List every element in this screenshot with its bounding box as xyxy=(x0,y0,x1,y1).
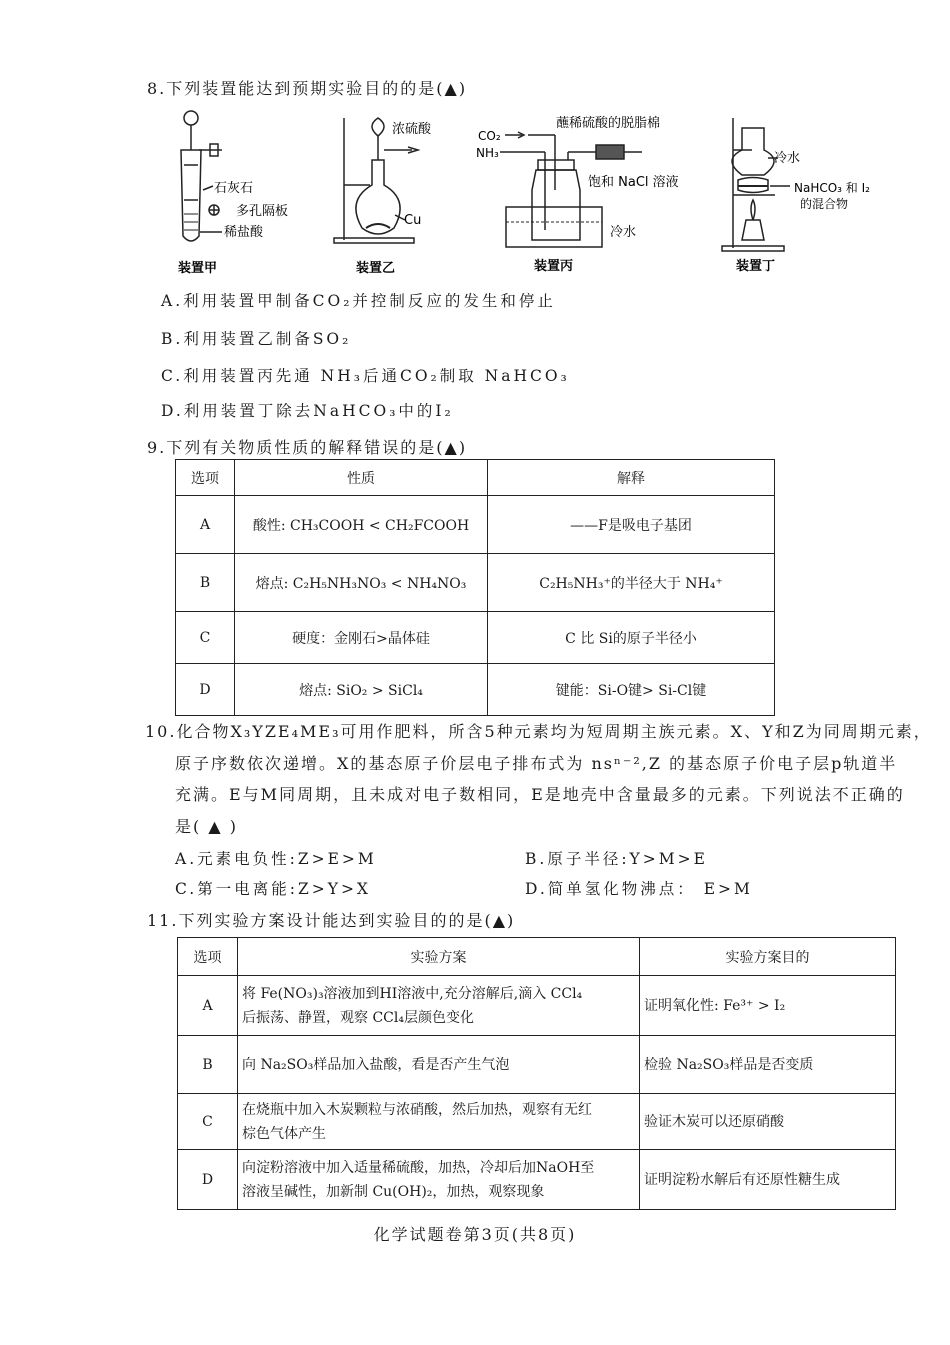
table-row xyxy=(176,554,775,612)
q8-option-b: B.利用装置乙制备SO₂ xyxy=(161,330,352,348)
q9-cell-option: D xyxy=(176,664,235,716)
q11-stem: 11.下列实验方案设计能达到实验目的的是(▲) xyxy=(147,911,516,930)
q10-line-4: 是( ▲ ) xyxy=(175,817,238,836)
q11-header-option: 选项 xyxy=(178,938,238,976)
bing-caption: 装置丙 xyxy=(534,259,574,274)
q9-header-option: 选项 xyxy=(176,460,235,496)
q8-option-c: C.利用装置丙先通 NH₃后通CO₂制取 NaHCO₃ xyxy=(161,367,570,385)
q11-plan-line: 向淀粉溶液中加入适量稀硫酸，加热，冷却后加NaOH至 xyxy=(242,1159,595,1176)
q9-stem: 9.下列有关物质性质的解释错误的是(▲) xyxy=(147,438,468,457)
q8-option-a: A.利用装置甲制备CO₂并控制反应的发生和停止 xyxy=(161,292,556,310)
page-footer: 化学试题卷第3页(共8页) xyxy=(373,1225,577,1244)
apparatus-ding xyxy=(722,118,790,251)
q11-plan-line: 在烧瓶中加入木炭颗粒与浓硝酸，然后加热，观察有无红 xyxy=(242,1101,592,1118)
q10-option-c: C.第一电离能:Z>Y>X xyxy=(175,880,371,898)
q10-option-a: A.元素电负性:Z>E>M xyxy=(175,850,377,868)
q11-header-goal: 实验方案目的 xyxy=(640,938,896,976)
q11-cell-option: D xyxy=(178,1150,238,1210)
q9-cell-explanation: 键能：Si-O键> Si-Cl键 xyxy=(488,664,775,716)
bing-label-water: 冷水 xyxy=(610,225,637,240)
q9-cell-option: C xyxy=(176,612,235,664)
bing-label-nh3: NH₃ xyxy=(476,146,499,160)
q8-stem: 8.下列装置能达到预期实验目的的是(▲) xyxy=(147,79,468,98)
table-row xyxy=(178,1036,896,1094)
q11-cell-option: C xyxy=(178,1094,238,1150)
table-row xyxy=(178,976,896,1036)
q11-cell-goal: 证明氧化性: Fe³⁺ > I₂ xyxy=(640,976,896,1036)
yi-caption: 装置乙 xyxy=(356,261,396,276)
q11-plan-line: 溶液呈碱性，加新制 Cu(OH)₂，加热，观察现象 xyxy=(242,1183,545,1200)
q9-cell-property: 熔点: C₂H₅NH₃NO₃ < NH₄NO₃ xyxy=(235,554,488,612)
q9-cell-option: A xyxy=(176,496,235,554)
q11-cell-plan xyxy=(238,1150,640,1210)
q8-option-d: D.利用装置丁除去NaHCO₃中的I₂ xyxy=(161,402,454,420)
q9-header-property: 性质 xyxy=(235,460,488,496)
q10-line-3: 充满。E与M同周期，且未成对电子数相同，E是地壳中含量最多的元素。下列说法不正确的 xyxy=(175,785,905,804)
jia-label-2: 多孔隔板 xyxy=(236,204,289,219)
table-row xyxy=(176,612,775,664)
q9-cell-property: 酸性: CH₃COOH < CH₂FCOOH xyxy=(235,496,488,554)
bing-label-nacl: 饱和 NaCl 溶液 xyxy=(588,175,679,190)
ding-label-mixture-1: NaHCO₃ 和 I₂ xyxy=(794,181,870,195)
ding-caption: 装置丁 xyxy=(736,259,776,274)
q9-cell-explanation: C 比 Si的原子半径小 xyxy=(488,612,775,664)
q11-cell-option: A xyxy=(178,976,238,1036)
q10-option-d: D.简单氢化物沸点： E>M xyxy=(525,880,753,898)
q11-cell-plan xyxy=(238,1036,640,1094)
q11-cell-goal: 验证木炭可以还原硝酸 xyxy=(640,1094,896,1150)
ding-label-water: 冷水 xyxy=(774,151,801,166)
jia-caption: 装置甲 xyxy=(178,261,218,276)
table-row xyxy=(178,1094,896,1150)
table-row xyxy=(176,496,775,554)
q11-cell-goal: 检验 Na₂SO₃样品是否变质 xyxy=(640,1036,896,1094)
table-row xyxy=(176,664,775,716)
q10-line-2: 原子序数依次递增。X的基态原子价层电子排布式为 nsⁿ⁻²,Z 的基态原子价电子层p轨道半 xyxy=(175,754,898,773)
q11-table xyxy=(177,937,896,1210)
q9-cell-option: B xyxy=(176,554,235,612)
q10-line-1: 10.化合物X₃YZE₄ME₃可用作肥料，所含5种元素均为短周期主族元素。X、Y和Z为同周期元素， xyxy=(145,722,932,741)
q8-apparatus-figure xyxy=(0,105,950,285)
bing-label-co2: CO₂ xyxy=(478,129,501,143)
yi-label-1: 浓硫酸 xyxy=(392,122,432,137)
q9-header-explanation: 解释 xyxy=(488,460,775,496)
apparatus-jia xyxy=(181,111,222,241)
q11-plan-line: 将 Fe(NO₃)₃溶液加到HI溶液中,充分溶解后,滴入 CCl₄ xyxy=(242,985,583,1002)
q10-option-b: B.原子半径:Y>M>E xyxy=(525,850,708,868)
q11-plan-line: 后振荡、静置，观察 CCl₄层颜色变化 xyxy=(242,1009,474,1026)
q11-plan-line: 向 Na₂SO₃样品加入盐酸，看是否产生气泡 xyxy=(242,1056,510,1073)
q11-header-plan: 实验方案 xyxy=(238,938,640,976)
q11-cell-option: B xyxy=(178,1036,238,1094)
q9-cell-explanation: ——F是吸电子基团 xyxy=(488,496,775,554)
q9-cell-property: 熔点: SiO₂ > SiCl₄ xyxy=(235,664,488,716)
q9-table xyxy=(175,459,775,716)
ding-label-mixture-2: 的混合物 xyxy=(800,197,849,211)
q11-header-row xyxy=(178,938,896,976)
q11-plan-line: 棕色气体产生 xyxy=(242,1125,326,1142)
yi-label-2: Cu xyxy=(404,213,422,228)
q11-cell-goal: 证明淀粉水解后有还原性糖生成 xyxy=(640,1150,896,1210)
table-row xyxy=(178,1150,896,1210)
q9-cell-property: 硬度：金刚石>晶体硅 xyxy=(235,612,488,664)
q11-cell-plan xyxy=(238,976,640,1036)
q9-header-row xyxy=(176,460,775,496)
bing-label-cotton: 蘸稀硫酸的脱脂棉 xyxy=(556,116,661,131)
q9-cell-explanation: C₂H₅NH₃⁺的半径大于 NH₄⁺ xyxy=(488,554,775,612)
jia-label-3: 稀盐酸 xyxy=(224,225,264,240)
q11-cell-plan xyxy=(238,1094,640,1150)
jia-label-1: 石灰石 xyxy=(214,181,254,196)
